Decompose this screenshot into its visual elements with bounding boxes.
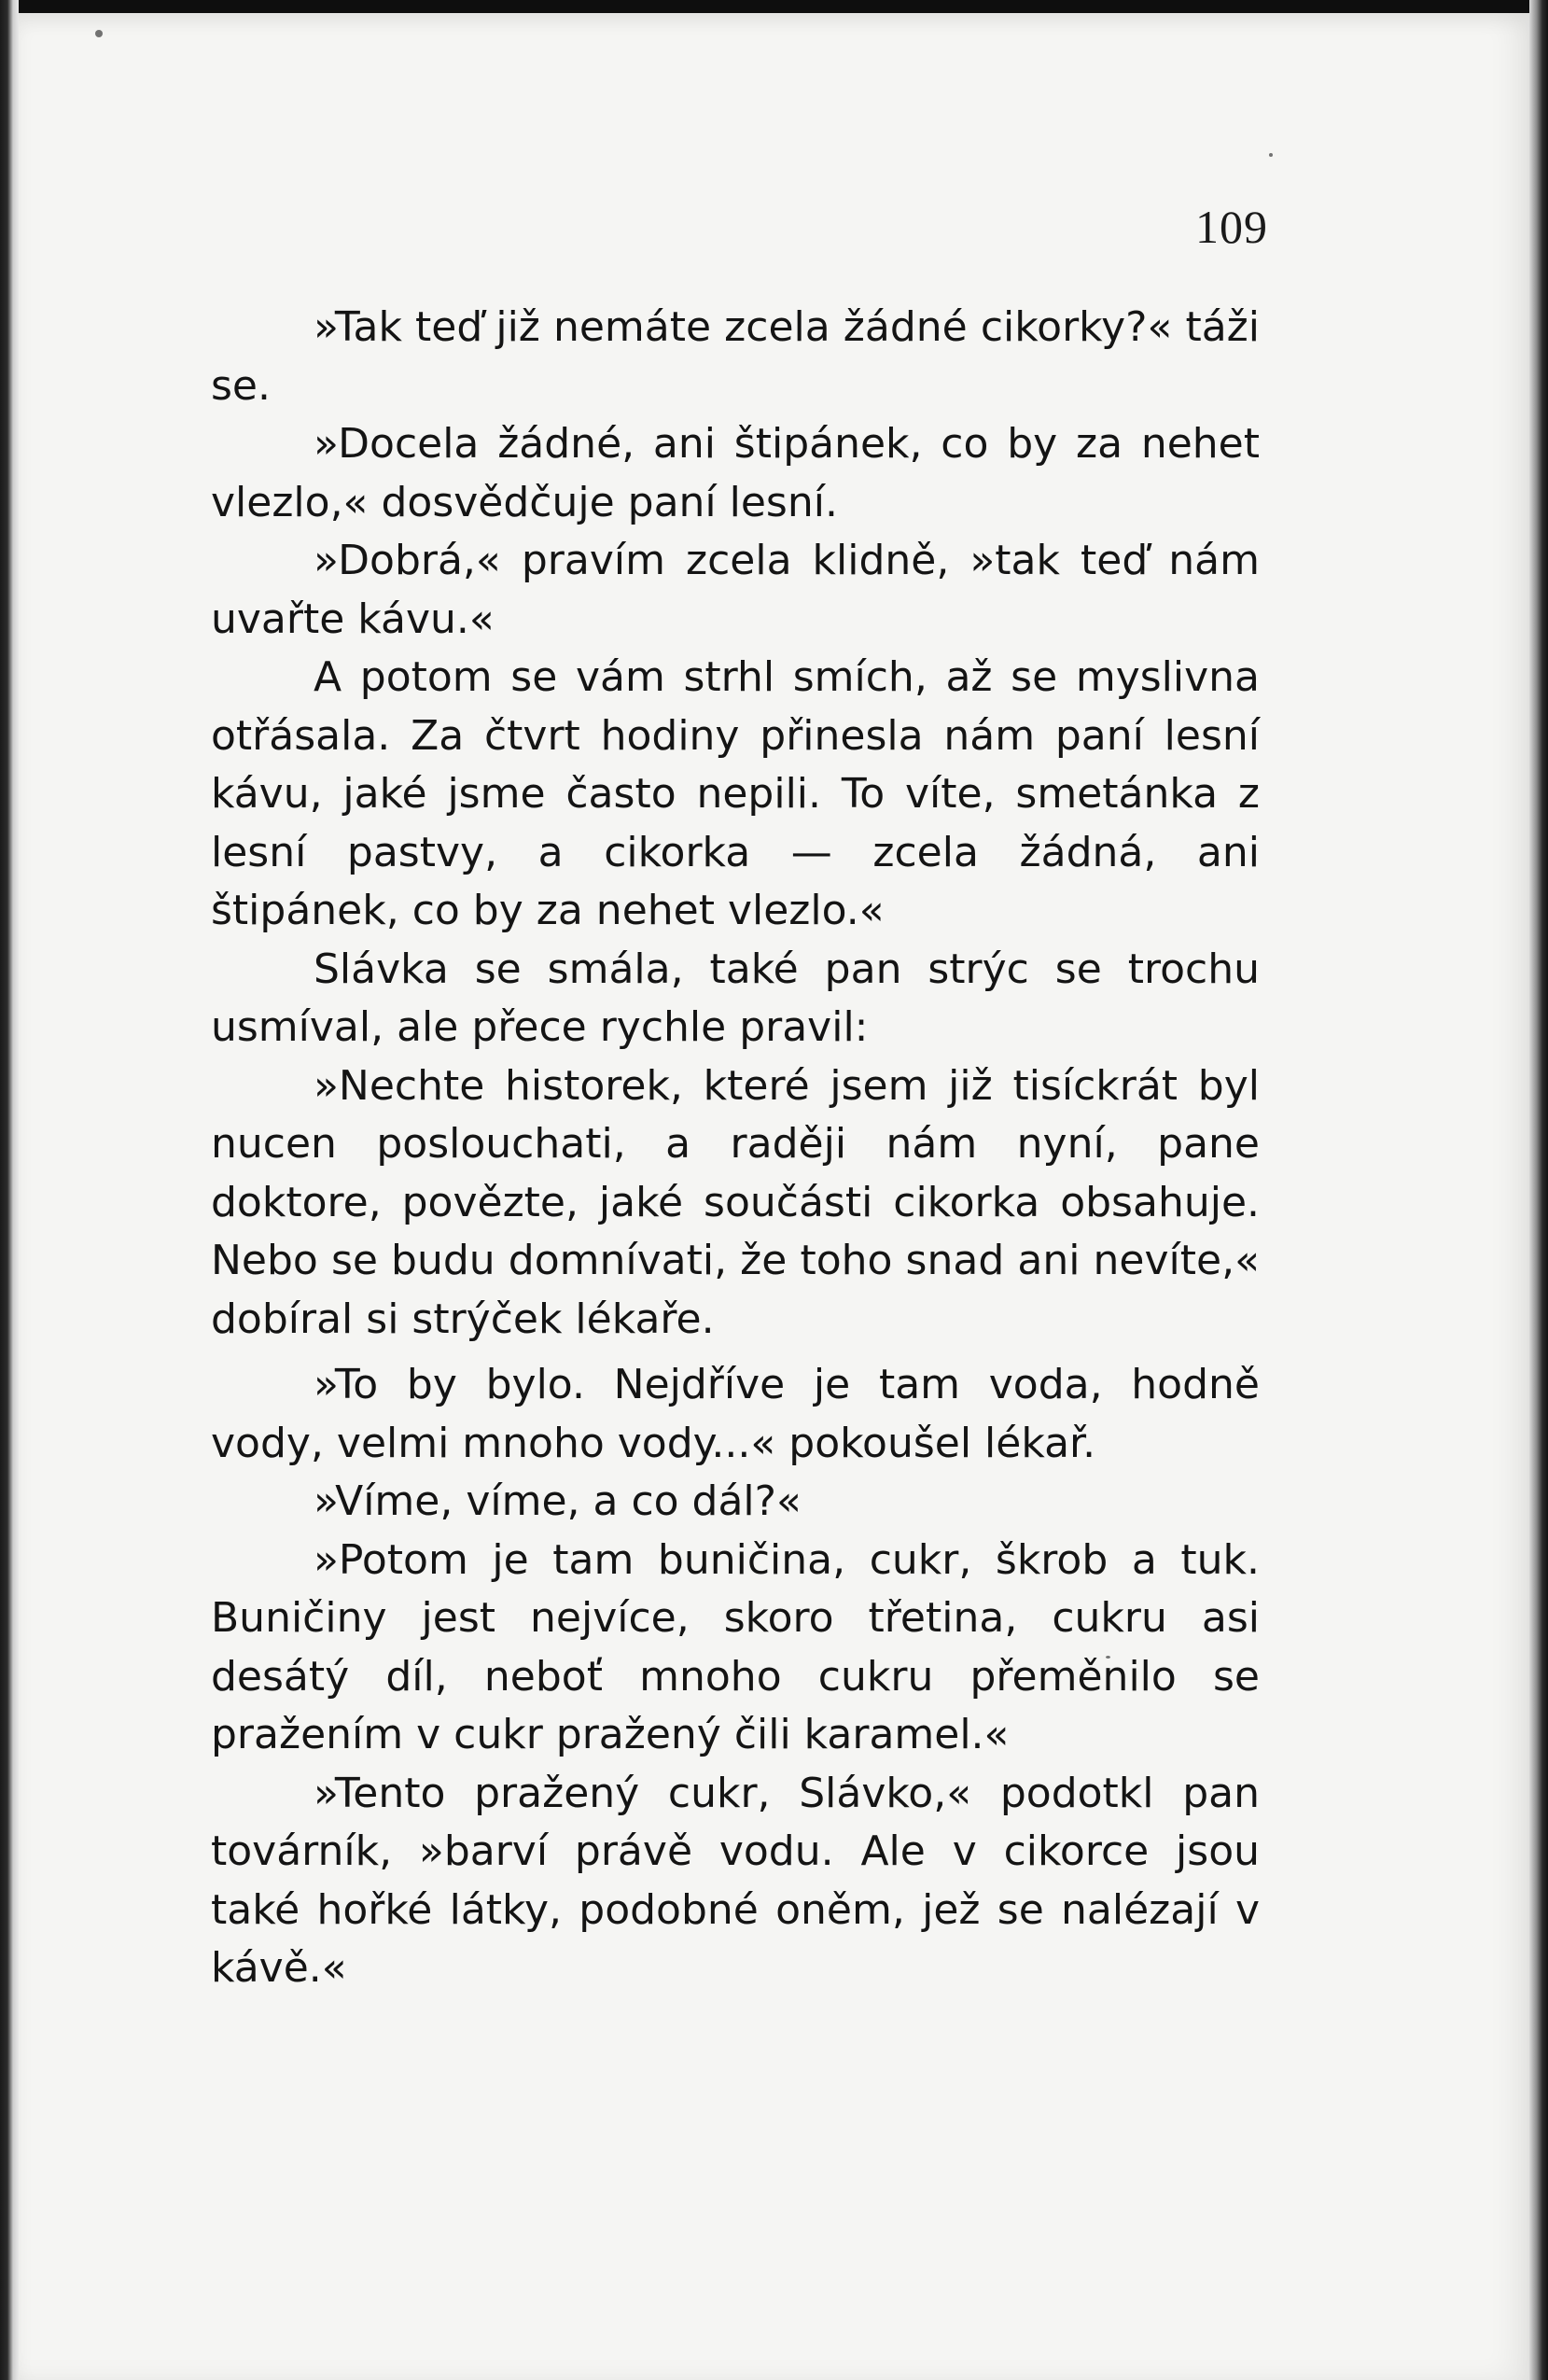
page-left-edge (0, 0, 19, 2380)
paragraph: »Tak teď již nemáte zcela žádné cikorky?« táži se. (211, 303, 1260, 410)
paragraph: »Nechte historek, které jsem již tisíckrát byl nucen poslouchati, a raději nám nyní, pane doktore, povězte, jaké součásti cikorka obsahuje. Nebo se budu domnívati, že toho snad ani nevíte,« dobíral si strýček lékaře. (211, 1061, 1260, 1343)
ink-speck (95, 30, 103, 37)
paragraph: »Docela žádné, ani štipánek, co by za nehet vlezlo,« dosvědčuje paní lesní. (211, 420, 1260, 526)
paragraph: »Víme, víme, a co dál?« (314, 1477, 802, 1525)
body-text (211, 299, 1260, 1998)
paragraph: »To by bylo. Nejdříve je tam voda, hodně vody, velmi mnoho vody...« pokoušel lékař. (211, 1361, 1260, 1467)
paragraph: Slávka se smála, také pan strýc se trochu usmíval, ale přece rychle pravil: (211, 945, 1260, 1051)
page-right-edge (1529, 0, 1548, 2380)
paragraph: »Tento pražený cukr, Slávko,« podotkl pan továrník, »barví právě vodu. Ale v cikorce jsou také hořké látky, podobné oněm, jež se nalézají v kávě.« (211, 1769, 1260, 1992)
paragraph: »Dobrá,« pravím zcela klidně, »tak teď nám uvařte kávu.« (211, 537, 1260, 643)
ink-speck (1269, 153, 1273, 157)
page-number: 109 (1195, 201, 1268, 253)
paragraph: »Potom je tam buničina, cukr, škrob a tuk. Buničiny jest nejvíce, skoro třetina, cukru asi desátý díl, neboť mnoho cukru přeměnilo se pražením v cukr pražený čili karamel.« (211, 1535, 1260, 1758)
paragraph: A potom se vám strhl smích, až se myslivna otřásala. Za čtvrt hodiny přinesla nám paní lesní kávu, jaké jsme často nepili. To víte, smetánka z lesní pastvy, a cikorka — zcela žádná, ani štipánek, co by za nehet vlezlo.« (211, 653, 1260, 934)
